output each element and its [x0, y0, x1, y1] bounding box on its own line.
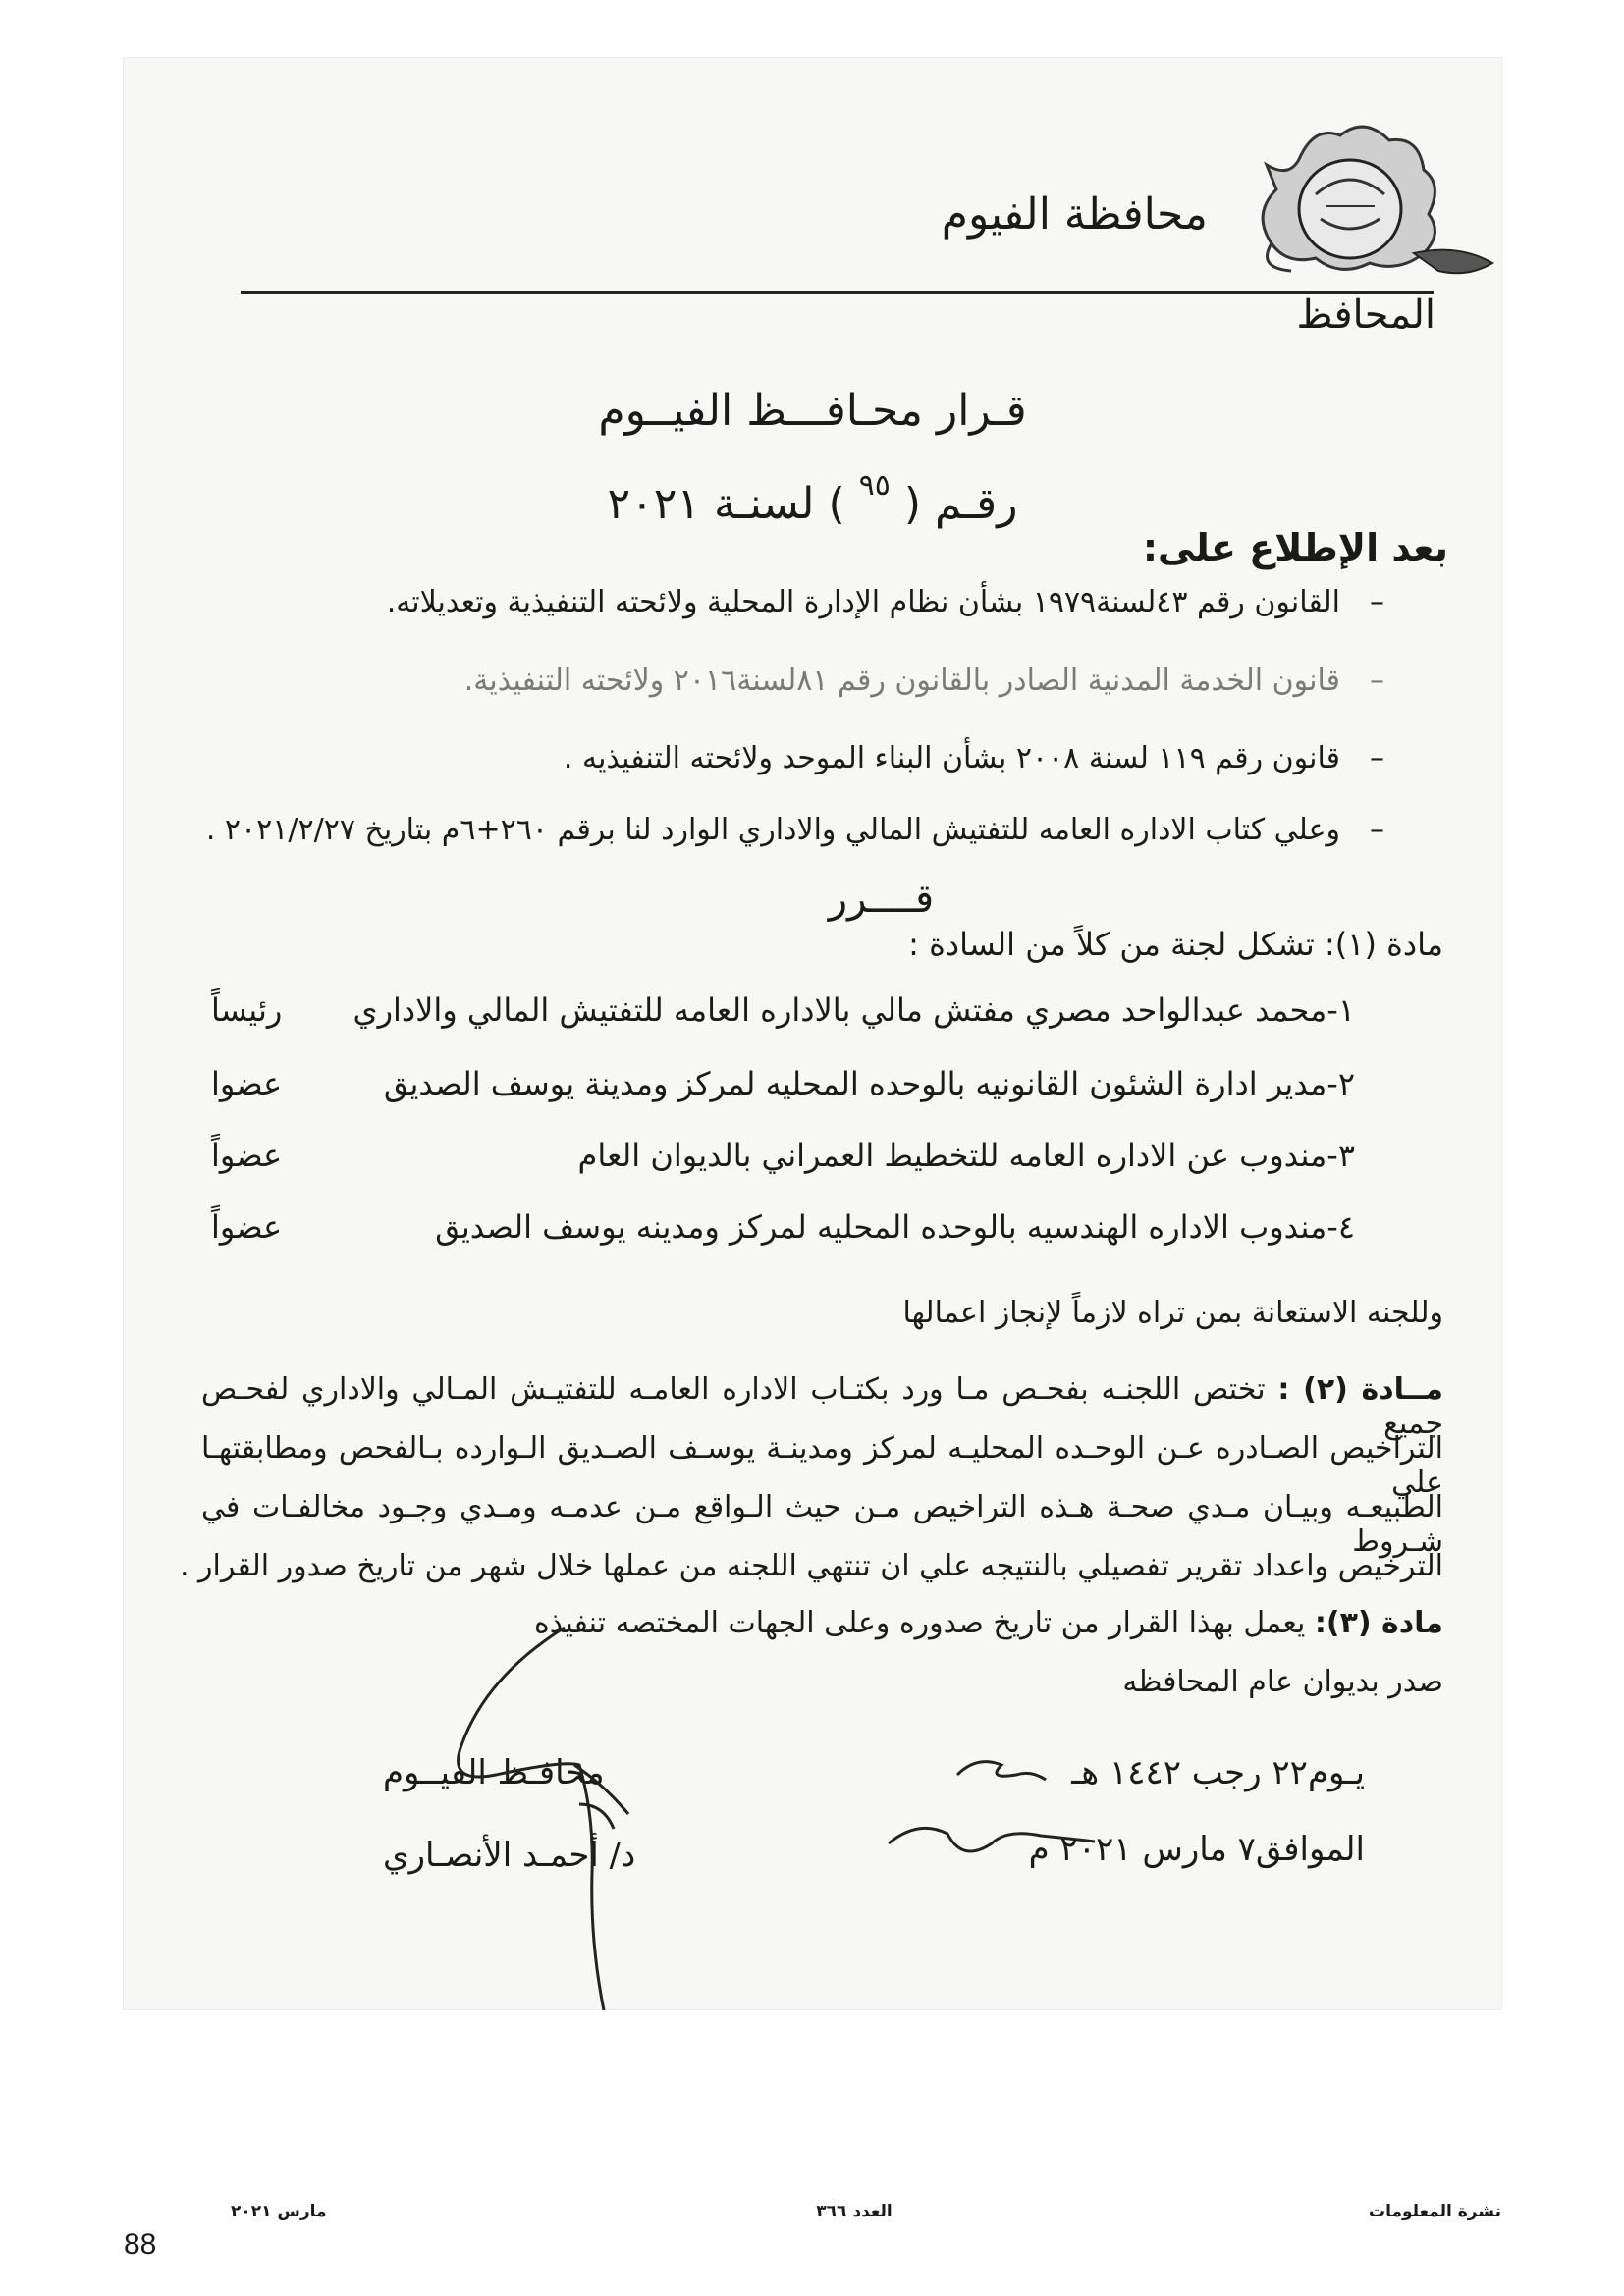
governorate-name: محافظة الفيوم: [941, 189, 1208, 240]
recital-item: –وعلي كتاب الاداره العامه للتفتيش المالي والاداري الوارد لنا برقم ٢٦٠+٦م بتاريخ ٢٠٢١/٢/٢٧ .: [205, 813, 1384, 847]
committee-member: ١-محمد عبدالواحد مصري مفتش مالي بالاداره العامه للتفتيش المالي والاداري: [352, 991, 1355, 1029]
resolution-word: قــــرر: [828, 877, 935, 922]
article-2-line: الطبيعـه وبيـان مـدي صحـة هـذه التراخيص مـن حيث الـواقع مـن عدمـه ومـدي وجـود مخالفـات في شـروط: [201, 1490, 1443, 1559]
footer-month: مارس ٢٠٢١: [231, 2202, 327, 2221]
governorate-emblem-icon: [1232, 96, 1556, 293]
article-1-heading: مادة (١): تشكل لجنة من كلاً من السادة :: [908, 926, 1443, 963]
recital-item: –قانون الخدمة المدنية الصادر بالقانون رقم ٨١لسنة٢٠١٦ ولائحته التنفيذية.: [463, 664, 1384, 698]
article-2-line: مــادة (٢) : تختص اللجنـه بفحـص مـا ورد بكتـاب الاداره العامـه للتفتيـش المـالي والاداري لفحـص جميع: [201, 1372, 1444, 1441]
gregorian-date: الموافق٧ مارس ٢٠٢١ م: [1028, 1830, 1365, 1869]
committee-role: رئيساً: [211, 991, 283, 1029]
article-2-line: التراخيص الصـادره عـن الوحـده المحليـه لمركز ومدينـة يوسـف الصـديق الـوارده بـالفحص ومطابقتهـا علي: [201, 1431, 1443, 1500]
header-divider: [241, 291, 1434, 294]
article-3-label: مادة (٣):: [1314, 1606, 1443, 1640]
footer-issue: العدد ٣٦٦: [816, 2202, 893, 2221]
decree-number-prefix: رقـم (: [903, 479, 1018, 529]
signatory-title: محافـظ الفيــوم: [383, 1753, 605, 1792]
issued-at: صدر بديوان عام المحافظه: [1122, 1665, 1443, 1699]
article-2-line: الترخيص واعداد تقرير تفصيلي بالنتيجه علي ان تنتهي اللجنه من عملها خلال شهر من تاريخ صدور القرار .: [179, 1549, 1443, 1583]
recital-item: –القانون رقم ٤٣لسنة١٩٧٩ بشأن نظام الإدارة المحلية ولائحته التنفيذية وتعديلاته.: [386, 585, 1384, 619]
article-2-label: مــادة (٢) :: [1277, 1372, 1444, 1407]
committee-member: ٤-مندوب الاداره الهندسيه بالوحده المحليه لمركز ومدينه يوسف الصديق: [435, 1208, 1355, 1246]
handwritten-date-marks: [830, 1726, 1154, 1893]
decree-number: [123, 468, 1502, 529]
handwritten-signature: [368, 1618, 722, 2030]
signatory-name: د/ أحمـد الأنصـاري: [383, 1836, 636, 1875]
scanned-decree-page: [123, 57, 1502, 2010]
decree-number-suffix: ) لسنـة ٢٠٢١: [607, 479, 845, 529]
committee-assistance-note: وللجنه الاستعانة بمن تراه لازماً لإنجاز اعمالها: [902, 1296, 1443, 1330]
page-number: 88: [124, 2228, 157, 2261]
office-title: المحافظ: [1296, 293, 1435, 338]
recitals-heading: بعد الإطلاع على:: [1142, 526, 1448, 569]
committee-member: ٣-مندوب عن الاداره العامه للتخطيط العمراني بالديوان العام: [577, 1137, 1355, 1174]
recital-item: –قانون رقم ١١٩ لسنة ٢٠٠٨ بشأن البناء الموحد ولائحته التنفيذيه .: [563, 741, 1384, 775]
article-3: مادة (٣): يعمل بهذا القرار من تاريخ صدوره وعلى الجهات المختصه تنفيذه: [533, 1606, 1443, 1640]
footer-bulletin: نشرة المعلومات: [1368, 2202, 1501, 2221]
committee-role: عضواً: [211, 1208, 283, 1246]
decree-title: قـرار محـافـــظ الفيــوم: [598, 386, 1027, 436]
hijri-date: يـوم٢٢ رجب ١٤٤٢ هـ: [1071, 1753, 1365, 1792]
committee-role: عضواً: [211, 1137, 283, 1174]
decree-number-handwritten: ٩٥: [858, 468, 891, 503]
committee-role: عضوا: [211, 1065, 283, 1102]
committee-member: ٢-مدير ادارة الشئون القانونيه بالوحده المحليه لمركز ومدينة يوسف الصديق: [383, 1065, 1355, 1102]
